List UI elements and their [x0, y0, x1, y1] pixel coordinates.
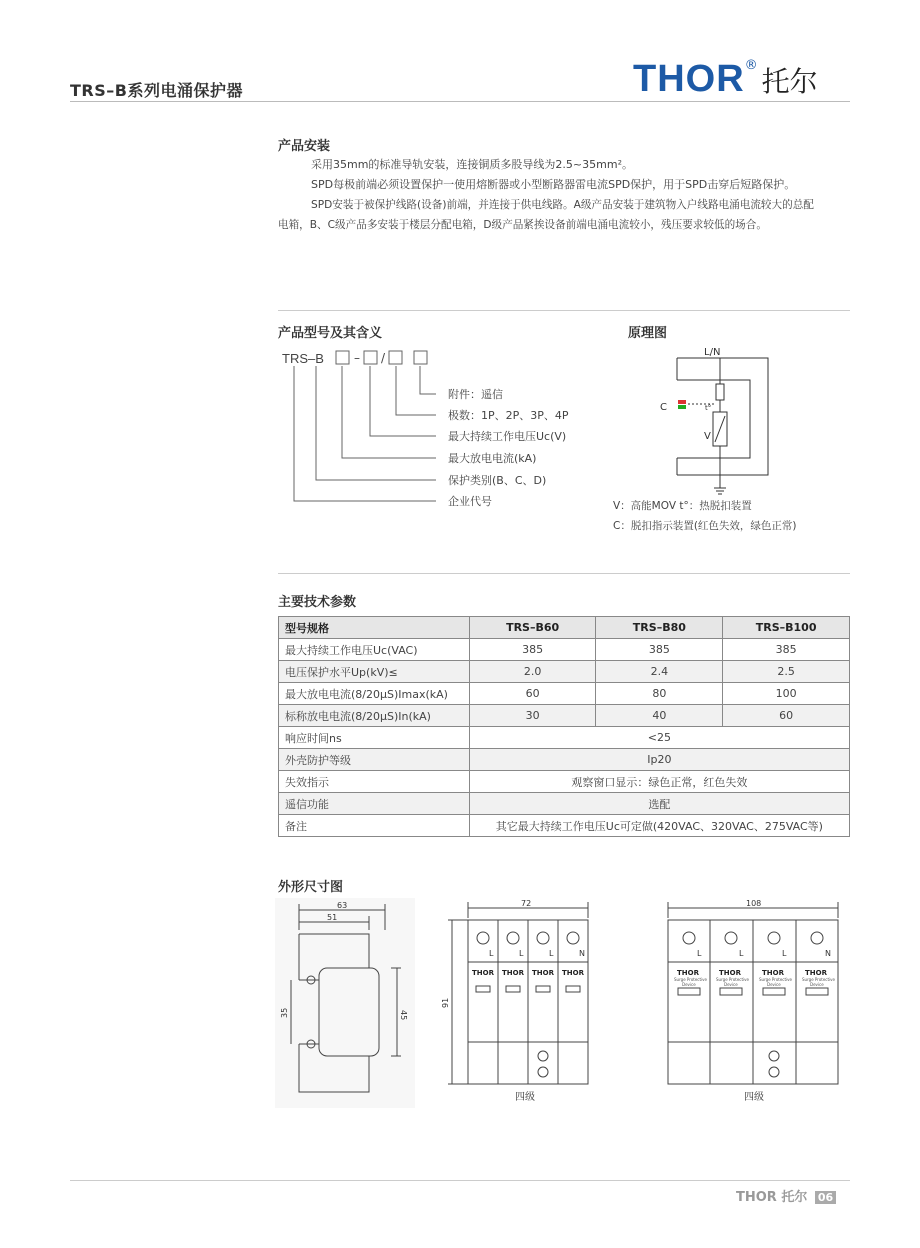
pole-label: L [489, 949, 494, 958]
module-sub: Device [682, 982, 696, 987]
model-item-imax: 最大放电电流(kA) [448, 452, 537, 465]
row-label: 响应时间ns [279, 727, 470, 749]
row-label: 最大放电电流(8/20μS)Imax(kA) [279, 683, 470, 705]
model-code-diagram [276, 340, 596, 520]
principle-t: t° [705, 404, 712, 412]
model-sep-2: / [381, 351, 386, 365]
table-row [279, 639, 850, 661]
table-row [279, 793, 850, 815]
model-code: TRS–B [282, 351, 324, 366]
model-item-uc: 最大持续工作电压Uc(V) [448, 430, 567, 443]
cell: 选配 [469, 793, 849, 815]
cell: 其它最大持续工作电压Uc可定做(420VAC、320VAC、275VAC等) [469, 815, 849, 837]
logo-brand: THOR [633, 58, 745, 100]
model-sep-1: – [354, 351, 360, 365]
status-green-indicator [678, 405, 686, 409]
footer-divider [70, 1180, 850, 1181]
dim-72: 72 [521, 899, 532, 908]
install-p3a: SPD安装于被保护线路(设备)前端，并连接于供电线路。A级产品安装于建筑物入户线路电涌电流较大的总配 [311, 199, 814, 211]
install-p3b: 电箱，B、C级产品多安装于楼层分配电箱，D级产品紧挨设备前端电涌电流较小，残压要求较低的场合。 [278, 219, 767, 231]
pole-label: L [697, 949, 702, 958]
footer [736, 1186, 836, 1205]
row-label: 标称放电电流(8/20μS)In(kA) [279, 705, 470, 727]
caption-front1: 四级 [515, 1092, 535, 1103]
model-box-3 [389, 351, 402, 364]
install-p2: SPD每极前端必须设置保护一使用熔断器或小型断路器雷电流SPD保护，用于SPD击穿后短路保护。 [311, 178, 796, 191]
module-sub: Device [810, 982, 824, 987]
module-sub: Surge Protective [716, 977, 750, 982]
dim-91: 91 [441, 997, 450, 1008]
pole-label: L [519, 949, 524, 958]
cell: 40 [596, 705, 723, 727]
module-brand: THOR [532, 969, 554, 977]
table-row [279, 705, 850, 727]
specs-table [278, 616, 850, 837]
module-sub: Surge Protective [802, 977, 836, 982]
install-text [278, 155, 858, 235]
cell: Ip20 [469, 749, 849, 771]
principle-heading: 原理图 [628, 326, 668, 341]
table-row [279, 815, 850, 837]
module-sub: Surge Protective [674, 977, 708, 982]
table-row [279, 749, 850, 771]
module-sub: Device [767, 982, 781, 987]
cell: 2.5 [723, 661, 850, 683]
model-item-poles: 极数：1P、2P、3P、4P [448, 409, 569, 422]
caption-front2: 四级 [744, 1092, 764, 1103]
table-header-row [279, 617, 850, 639]
row-label: 遥信功能 [279, 793, 470, 815]
page-title: TRS–B系列电涌保护器 [70, 81, 243, 100]
row-label: 备注 [279, 815, 470, 837]
table-row [279, 771, 850, 793]
install-heading: 产品安装 [278, 139, 331, 154]
principle-v: V [704, 431, 711, 442]
model-item-enterprise: 企业代号 [448, 495, 492, 508]
front-view-72 [440, 898, 600, 1108]
module-brand: THOR [719, 969, 741, 977]
cell: 80 [596, 683, 723, 705]
table-row [279, 683, 850, 705]
logo-cn: 托尔 [761, 65, 818, 98]
cell: 60 [723, 705, 850, 727]
brand-logo [633, 58, 853, 98]
dim-108: 108 [746, 899, 762, 908]
cell: 观察窗口显示：绿色正常，红色失效 [469, 771, 849, 793]
cell: 60 [469, 683, 596, 705]
footer-cn: 托尔 [781, 1190, 808, 1205]
cell: 385 [723, 639, 850, 661]
cell: 100 [723, 683, 850, 705]
cell: 2.4 [596, 661, 723, 683]
model-item-class: 保护类别(B、C、D) [448, 474, 547, 487]
table-header: TRS–B100 [723, 617, 850, 639]
section-divider [278, 573, 850, 574]
table-header: TRS–B60 [469, 617, 596, 639]
principle-ln: L/N [704, 347, 721, 358]
dim-35: 35 [280, 1007, 289, 1018]
page-number: 06 [815, 1191, 836, 1204]
table-header: TRS–B80 [596, 617, 723, 639]
section-divider [278, 310, 850, 311]
pole-label: N [579, 949, 585, 958]
model-box-4 [414, 351, 427, 364]
pole-label: L [549, 949, 554, 958]
cell: 30 [469, 705, 596, 727]
pole-label: N [825, 949, 831, 958]
cell: 385 [469, 639, 596, 661]
dims-heading: 外形尺寸图 [278, 880, 344, 895]
model-item-accessory: 附件：遥信 [448, 388, 503, 401]
model-box-1 [336, 351, 349, 364]
cell: 2.0 [469, 661, 596, 683]
model-box-2 [364, 351, 377, 364]
row-label: 电压保护水平Up(kV)≤ [279, 661, 470, 683]
principle-c: C [660, 402, 667, 413]
pole-label: L [782, 949, 787, 958]
principle-diagram [650, 340, 780, 495]
module-brand: THOR [502, 969, 524, 977]
install-p1: 采用35mm的标准导轨安装，连接铜质多股导线为2.5~35mm²。 [311, 158, 633, 171]
row-label: 失效指示 [279, 771, 470, 793]
dim-45: 45 [399, 1010, 408, 1021]
table-row [279, 661, 850, 683]
module-brand: THOR [762, 969, 784, 977]
dim-63: 63 [337, 901, 348, 910]
cell: <25 [469, 727, 849, 749]
model-heading: 产品型号及其含义 [278, 326, 383, 341]
module-brand: THOR [805, 969, 827, 977]
principle-legend-1: V：高能MOV t°：热脱扣装置 [613, 500, 752, 512]
module-brand: THOR [472, 969, 494, 977]
row-label: 外壳防护等级 [279, 749, 470, 771]
footer-brand: THOR [736, 1190, 777, 1205]
specs-heading: 主要技术参数 [278, 595, 357, 610]
cell: 385 [596, 639, 723, 661]
module-sub: Surge Protective [759, 977, 793, 982]
module-sub: Device [724, 982, 738, 987]
status-red-indicator [678, 400, 686, 404]
side-view-drawing [275, 898, 415, 1108]
front-view-108 [660, 898, 850, 1108]
principle-legend-2: C：脱扣指示装置(红色失效，绿色正常) [613, 520, 797, 532]
dim-51: 51 [327, 913, 338, 922]
logo-registered: ® [744, 58, 758, 73]
pole-label: L [739, 949, 744, 958]
table-row [279, 727, 850, 749]
module-brand: THOR [562, 969, 584, 977]
header-divider [70, 101, 850, 102]
row-label: 最大持续工作电压Uc(VAC) [279, 639, 470, 661]
table-header: 型号规格 [279, 617, 470, 639]
module-brand: THOR [677, 969, 699, 977]
